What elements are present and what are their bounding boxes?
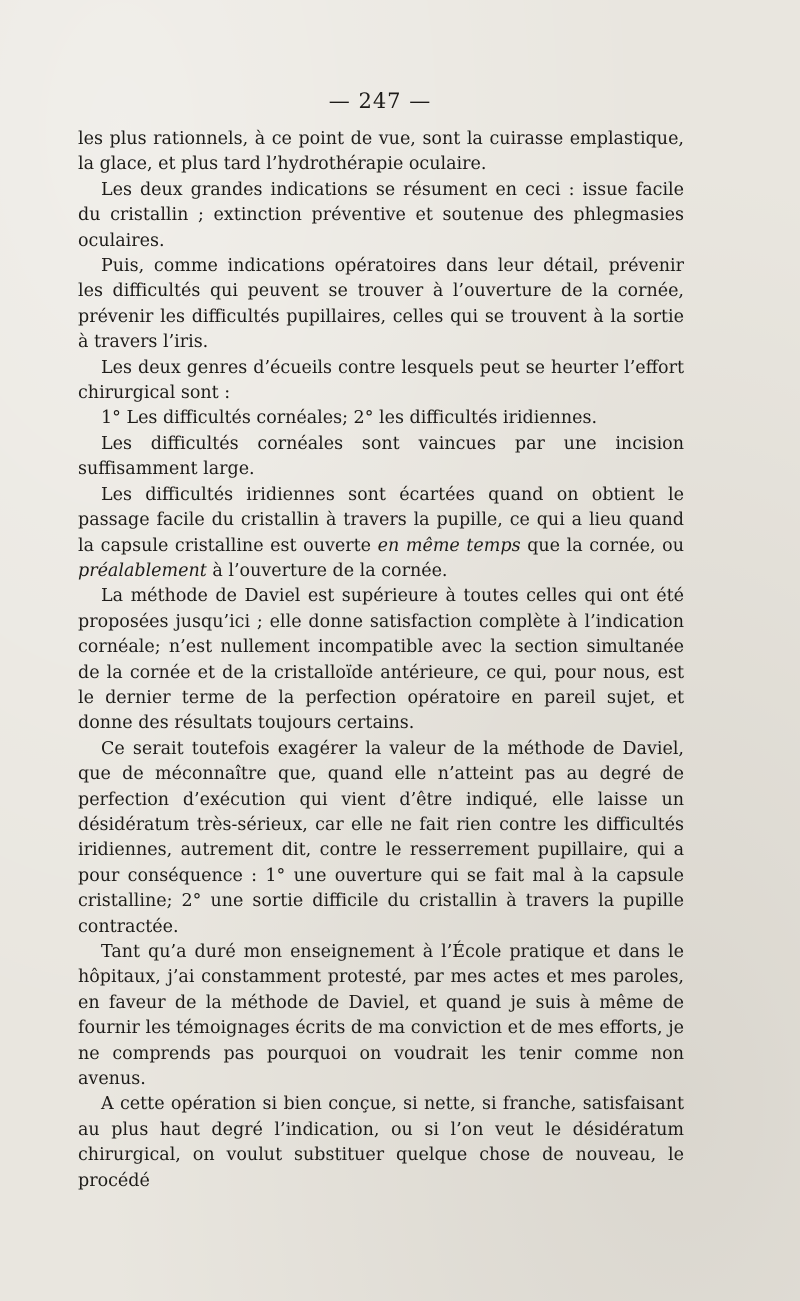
italic-phrase: préalablement bbox=[78, 560, 207, 581]
italic-phrase: en même temps bbox=[377, 535, 521, 556]
paragraph: Les difficultés iridiennes sont écartées quand on obtient le passage facile du cristallin à travers la pupille, ce qui a lieu quand la capsule cristalline est ouverte en même temps que la cornée, ou préalablement à l’ouverture de la cornée. bbox=[78, 484, 684, 581]
paragraph: La méthode de Daviel est supérieure à toutes celles qui ont été proposées jusqu’ici ; elle donne satisfaction complète à l’indication cornéale; n’est nullement incompatible avec la section simultanée de la cornée et de la cristalloïde antérieure, ce qui, pour nous, est le dernier terme de la perfection opératoire en pareil sujet, et donne des résultats toujours certains. bbox=[78, 586, 684, 734]
paragraph: A cette opération si bien conçue, si nette, si franche, satisfaisant au plus haut degré l’indication, ou si l’on veut le désidératum chirurgical, on voulut substituer quelque chose de nouveau, le procédé bbox=[78, 1094, 684, 1191]
paragraph: Les deux grandes indications se résument en ceci : issue facile du cristallin ; extinction préventive et soutenue des phlegmasies oculaires. bbox=[78, 179, 684, 251]
paragraph: les plus rationnels, à ce point de vue, sont la cuirasse emplastique, la glace, et plus tard l’hydrothérapie oculaire. bbox=[78, 129, 684, 175]
paragraph: Les deux genres d’écueils contre lesquels peut se heurter l’effort chirurgical sont : bbox=[78, 357, 684, 404]
page-number: — 247 — bbox=[328, 89, 432, 113]
paragraph: Puis, comme indications opératoires dans leur détail, prévenir les difficultés qui peuvent se trouver à l’ouverture de la cornée, prévenir les difficultés pupillaires, celles qui se trouvent à la sortie à travers l’iris. bbox=[78, 256, 684, 353]
paragraph: 1° Les difficultés cornéales; 2° les difficultés iridiennes. bbox=[101, 408, 598, 429]
paragraph: Les difficultés cornéales sont vaincues par une incision suffisamment large. bbox=[78, 433, 684, 480]
body-text bbox=[78, 127, 684, 1194]
paragraph: Tant qu’a duré mon enseignement à l’École pratique et dans le hôpitaux, j’ai constamment protesté, par mes actes et mes paroles, en faveur de la méthode de Daviel, et quand je suis à même de fournir les témoignages écrits de ma conviction et de mes efforts, je ne comprends pas pourquoi on voudrait les tenir comme non avenus. bbox=[78, 942, 684, 1090]
paragraph: Ce serait toutefois exagérer la valeur de la méthode de Daviel, que de méconnaître que, quand elle n’atteint pas au degré de perfection d’exécution qui vient d’être indiqué, elle laisse un désidératum très-sérieux, car elle ne fait rien contre les difficultés iridiennes, autrement dit, contre le resserrement pupillaire, qui a pour conséquence : 1° une ouverture qui se fait mal à la capsule cristalline; 2° une sortie difficile du cristallin à travers la pupille contractée. bbox=[78, 738, 684, 937]
